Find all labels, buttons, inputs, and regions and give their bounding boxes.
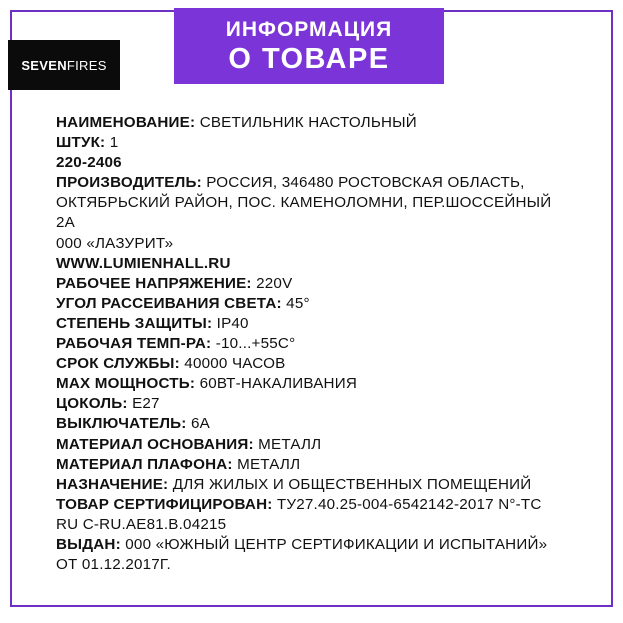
- spec-value: ДЛЯ ЖИЛЫХ И ОБЩЕСТВЕННЫХ ПОМЕЩЕНИЙ: [172, 475, 532, 493]
- spec-value: 40000 ЧАСОВ: [184, 355, 286, 373]
- spec-value: IP40: [216, 314, 249, 332]
- spec-article: [56, 153, 566, 173]
- spec-value: МЕТАЛЛ: [258, 435, 322, 453]
- spec-label: ШТУК:: [56, 134, 106, 152]
- spec-value: СВЕТИЛЬНИК НАСТОЛЬНЫЙ: [199, 114, 417, 131]
- spec-value: МЕТАЛЛ: [237, 455, 301, 473]
- product-info-list: [56, 113, 566, 575]
- spec-label: УГОЛ РАССЕИВАНИЯ СВЕТА:: [56, 294, 282, 312]
- spec-label: СТЕПЕНЬ ЗАЩИТЫ:: [56, 314, 213, 332]
- spec-temperature: [56, 334, 566, 354]
- spec-label: ВЫКЛЮЧАТЕЛЬ:: [56, 415, 187, 433]
- spec-max-power: [56, 374, 566, 394]
- spec-value: ТУ27.40.25-004-6542142-2017 N°-TC RU C-RU.AE81.B.04215: [56, 495, 542, 533]
- spec-label: 220-2406: [56, 154, 122, 172]
- spec-label: МАТЕРИАЛ ОСНОВАНИЯ:: [56, 435, 254, 453]
- spec-value: 1: [109, 134, 119, 152]
- spec-name: [56, 113, 566, 133]
- spec-label: СРОК СЛУЖБЫ:: [56, 355, 180, 373]
- spec-website: [56, 254, 566, 274]
- spec-label: WWW.LUMIENHALL.RU: [56, 254, 231, 272]
- spec-value: 60ВТ-НАКАЛИВАНИЯ: [199, 375, 358, 393]
- spec-value: РОССИЯ, 346480 РОСТОВСКАЯ ОБЛАСТЬ, ОКТЯБРЬСКИЙ РАЙОН, ПОС. КАМЕНОЛОМНИ, ПЕР.ШОССЕЙНЫЙ 2А: [56, 174, 552, 232]
- banner-title-line1: ИНФОРМАЦИЯ: [225, 17, 393, 41]
- spec-issued-by: [56, 535, 566, 575]
- spec-value: -10...+55С°: [215, 335, 296, 353]
- spec-base-material: [56, 435, 566, 455]
- spec-label: MAX МОЩНОСТЬ:: [56, 375, 196, 393]
- brand-logo: [8, 40, 120, 90]
- spec-purpose: [56, 475, 566, 495]
- spec-voltage: [56, 274, 566, 294]
- spec-certification: [56, 495, 566, 535]
- spec-quantity: [56, 133, 566, 153]
- banner-title-line2: О ТОВАРЕ: [228, 42, 390, 75]
- logo-light-text: FIRES: [66, 57, 107, 73]
- spec-value: 220V: [256, 274, 293, 292]
- spec-label: НАЗНАЧЕНИЕ:: [56, 475, 169, 493]
- spec-switch: [56, 414, 566, 434]
- spec-label: ПРОИЗВОДИТЕЛЬ:: [56, 174, 202, 192]
- spec-value: 6А: [190, 415, 210, 433]
- spec-value: 45°: [286, 294, 310, 312]
- spec-lifetime: [56, 354, 566, 374]
- spec-value: 000 «ЛАЗУРИТ»: [56, 234, 174, 252]
- spec-shade-material: [56, 455, 566, 475]
- spec-value: 000 «ЮЖНЫЙ ЦЕНТР СЕРТИФИКАЦИИ И ИСПЫТАНИЙ» ОТ 01.12.2017Г.: [56, 535, 548, 574]
- spec-beam-angle: [56, 294, 566, 314]
- spec-company: [56, 234, 566, 254]
- spec-label: РАБОЧАЯ ТЕМП-РА:: [56, 335, 212, 353]
- spec-protection: [56, 314, 566, 334]
- spec-value: Е27: [132, 395, 160, 413]
- spec-manufacturer: [56, 173, 566, 233]
- spec-socket: [56, 394, 566, 414]
- spec-label: ТОВАР СЕРТИФИЦИРОВАН:: [56, 495, 273, 513]
- logo-bold-text: SEVEN: [21, 57, 67, 73]
- spec-label: ЦОКОЛЬ:: [56, 395, 128, 413]
- spec-label: РАБОЧЕЕ НАПРЯЖЕНИЕ:: [56, 274, 252, 292]
- spec-label: НАИМЕНОВАНИЕ:: [56, 114, 196, 131]
- spec-label: МАТЕРИАЛ ПЛАФОНА:: [56, 455, 233, 473]
- title-banner: [174, 8, 444, 84]
- spec-label: ВЫДАН:: [56, 535, 121, 553]
